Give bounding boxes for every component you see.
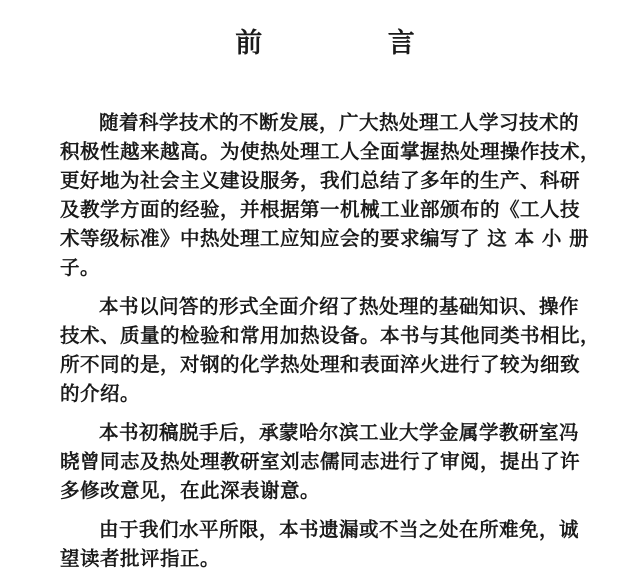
paragraph-line: 多修改意见，在此深表谢意。	[60, 479, 321, 502]
paragraph-4	[60, 515, 606, 573]
paragraph-2	[60, 292, 606, 408]
paragraph-line: 更好地为社会主义建设服务，我们总结了多年的生产、科研	[60, 169, 581, 192]
paragraph-1	[60, 108, 606, 282]
paragraph-line: 及教学方面的经验，并根据第一机械工业部颁布的《工人技	[60, 198, 581, 221]
paragraph-line: 技术、质量的检验和常用加热设备。本书与其他同类书相比，	[60, 324, 601, 347]
paragraph-line: 由于我们水平所限，本书遗漏或不当之处在所难免，诚	[99, 518, 580, 541]
paragraph-line: 本书以问答的形式全面介绍了热处理的基础知识、操作	[99, 295, 580, 318]
page-title: 前 言	[235, 28, 473, 59]
paragraph-line: 晓曾同志及热处理教研室刘志儒同志进行了审阅，提出了许	[60, 450, 581, 473]
paragraph-line: 术等级标准》中热处理工应知应会的要求编写了 这 本 小 册	[60, 227, 590, 250]
paragraph-line: 随着科学技术的不断发展，广大热处理工人学习技术的	[99, 111, 580, 134]
paragraph-3	[60, 418, 606, 505]
paragraph-line: 所不同的是，对钢的化学热处理和表面淬火进行了较为细致	[60, 353, 581, 376]
paragraph-line: 积极性越来越高。为使热处理工人全面掌握热处理操作技术，	[60, 140, 601, 163]
paragraph-line: 本书初稿脱手后，承蒙哈尔滨工业大学金属学教研室冯	[99, 421, 580, 444]
paragraph-line: 望读者批评指正。	[60, 547, 221, 570]
paragraph-line: 的介绍。	[60, 382, 141, 405]
paragraph-line: 子。	[60, 256, 101, 279]
